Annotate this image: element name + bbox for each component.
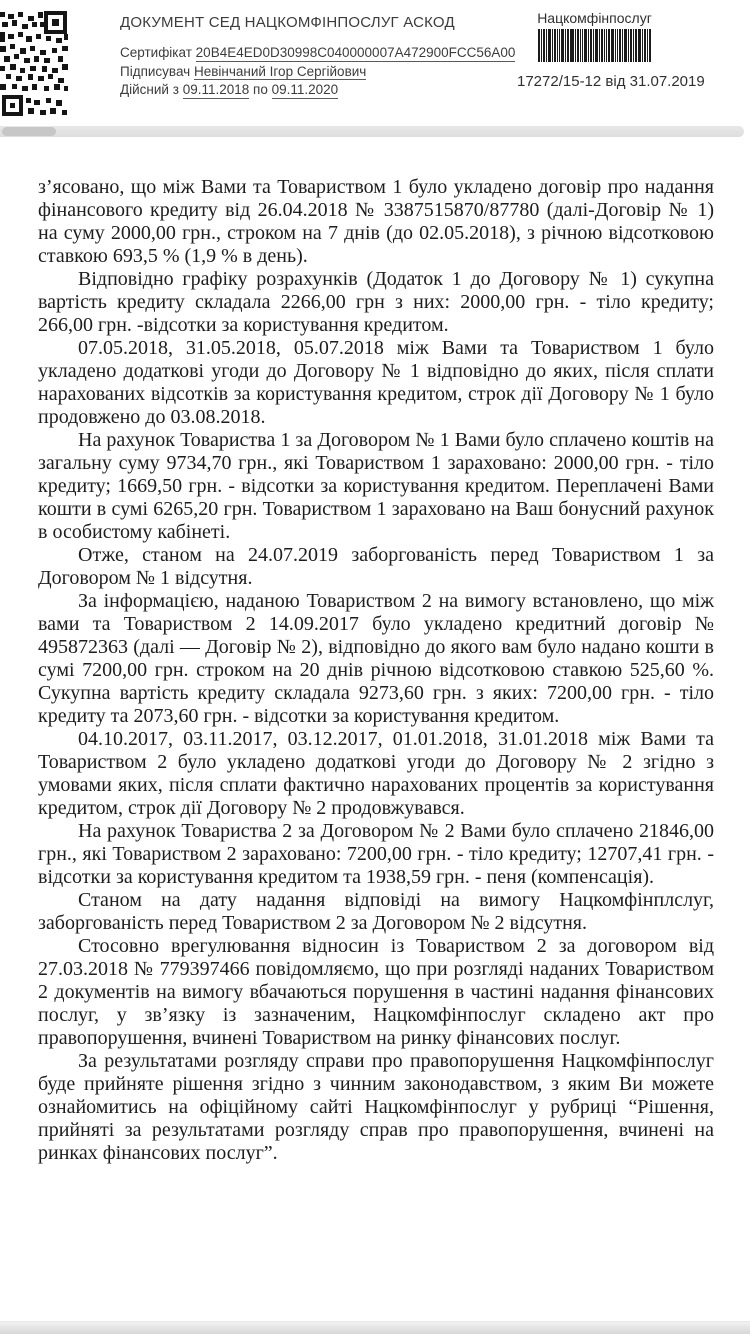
barcode-icon <box>538 29 651 62</box>
certificate-label: Сертифікат <box>120 45 192 60</box>
org-name: Нацкомфінпослуг <box>537 10 652 26</box>
paragraph: Відповідно графіку розрахунків (Додаток 1 до Договору № 1) сукупна вартість кредиту складала 2266,00 грн з них: 2000,00 грн. - тіло кредиту; 266,00 грн. -відсотки за користування кредитом. <box>38 268 714 336</box>
paragraph: з’ясовано, що між Вами та Товариством 1 було укладено договір про надання фінансового кредиту від 26.04.2018 № 3387515870/87780 (далі-Договір № 1) на суму 2000,00 грн., строком на 7 днів (до 02.05.2018), з річною відсотковою ставкою 693,5 % (1,9 % в день). <box>38 176 714 267</box>
paragraph: 04.10.2017, 03.11.2017, 03.12.2017, 01.01.2018, 31.01.2018 між Вами та Товариством 2 було укладено додаткові угоди до Договору № 2 згідно з умовами яких, після сплати фактично нарахованих процентів за користування кредитом, строк дії Договору № 2 продовжувався. <box>38 728 714 819</box>
validity-line <box>120 81 515 100</box>
paragraph: Станом на дату надання відповіді на вимогу Нацкомфінплслуг, заборгованість перед Товариством 2 за Договором № 2 відсутня. <box>38 889 714 934</box>
paragraph: Стосовно врегулювання відносин із Товариством 2 за договором від 27.03.2018 № 779397466 повідомляємо, що при розгляді наданих Товариством 2 документів на вимогу вбачаються порушення в частині надання фінансових послуг, у зв’язку із зазначеним, Нацкомфінпослуг складено акт про правопорушення, вчинені Товариством на ринку фінансових послуг. <box>38 935 714 1049</box>
paragraph: За інформацією, наданою Товариством 2 на вимогу встановлено, що між вами та Товариством 2 14.09.2017 було укладено кредитний договір № 495872363 (далі — Договір № 2), відповідно до якого вам було надано кошти в сумі 7200,00 грн. строком на 20 днів річною відсотковою ставкою 525,60 %. Сукупна вартість кредиту складала 9273,60 грн. з яких: 7200,00 грн. - тіло кредиту та 2073,60 грн. - відсотки за користування кредитом. <box>38 590 714 727</box>
signer-value: Невінчаний Ігор Сергійович <box>193 63 367 79</box>
paragraph: На рахунок Товариства 1 за Договором № 1 Вами було сплачено коштів на загальну суму 9734,70 грн., які Товариством 1 зараховано: 2000,00 грн. - тіло кредиту; 1669,50 грн. - відсотки за користування кредитом. Переплачені Вами кошти в сумі 6265,20 грн. Товариством 1 зараховано на Ваш бонусний рахунок в особистому кабінеті. <box>38 429 714 543</box>
signer-label: Підписувач <box>120 63 191 79</box>
validity-conjunction: по <box>253 82 268 97</box>
valid-from-date: 09.11.2018 <box>182 82 250 97</box>
certificate-value: 20B4E4ED0D30998C040000007A472900FCC56A00 <box>195 45 516 60</box>
document-number: 17272/15-12 від 31.07.2019 <box>517 73 705 90</box>
document-text <box>38 176 714 1165</box>
bottom-toolbar-edge <box>0 1321 750 1334</box>
validity-label: Дійсний з <box>120 82 179 97</box>
certificate-line <box>120 44 515 63</box>
valid-to-date: 09.11.2020 <box>271 82 339 97</box>
paragraph: На рахунок Товариства 2 за Договором № 2 Вами було сплачено 21846,00 грн., які Товариством 2 зараховано: 7200,00 грн. - тіло кредиту; 12707,41 грн. - відсотки за користування кредитом та 1938,59 грн. - пеня (компенсація). <box>38 820 714 888</box>
signature-certificate-block <box>120 14 515 100</box>
paragraph: 07.05.2018, 31.05.2018, 05.07.2018 між Вами та Товариством 1 було укладено додаткові угоди до Договору № 1 відповідно до яких, після сплати нарахованих відсотків за користування кредитом, строк дії Договору № 1 було продовжено до 03.08.2018. <box>38 337 714 428</box>
horizontal-scrollbar-track[interactable] <box>0 126 744 137</box>
signer-line <box>120 63 515 82</box>
paragraph: За результатами розгляду справи про правопорушення Нацкомфінпослуг буде прийняте рішення згідно з чинним законодавством, з яким Ви можете ознайомитись на офіційному сайті Нацкомфінпослуг у рубриці “Рішення, прийняті за результатами розгляду справ про правопорушення, вчинені на ринках фінансових послуг”. <box>38 1050 714 1164</box>
paragraph: Отже, станом на 24.07.2019 заборгованість перед Товариством 1 за Договором № 1 відсутня. <box>38 544 714 589</box>
horizontal-scrollbar-thumb[interactable] <box>2 127 56 136</box>
system-title: ДОКУМЕНТ СЕД НАЦКОМФІНПОСЛУГ АСКОД <box>120 14 455 31</box>
qr-code-icon <box>0 10 68 118</box>
registration-block <box>517 10 705 105</box>
